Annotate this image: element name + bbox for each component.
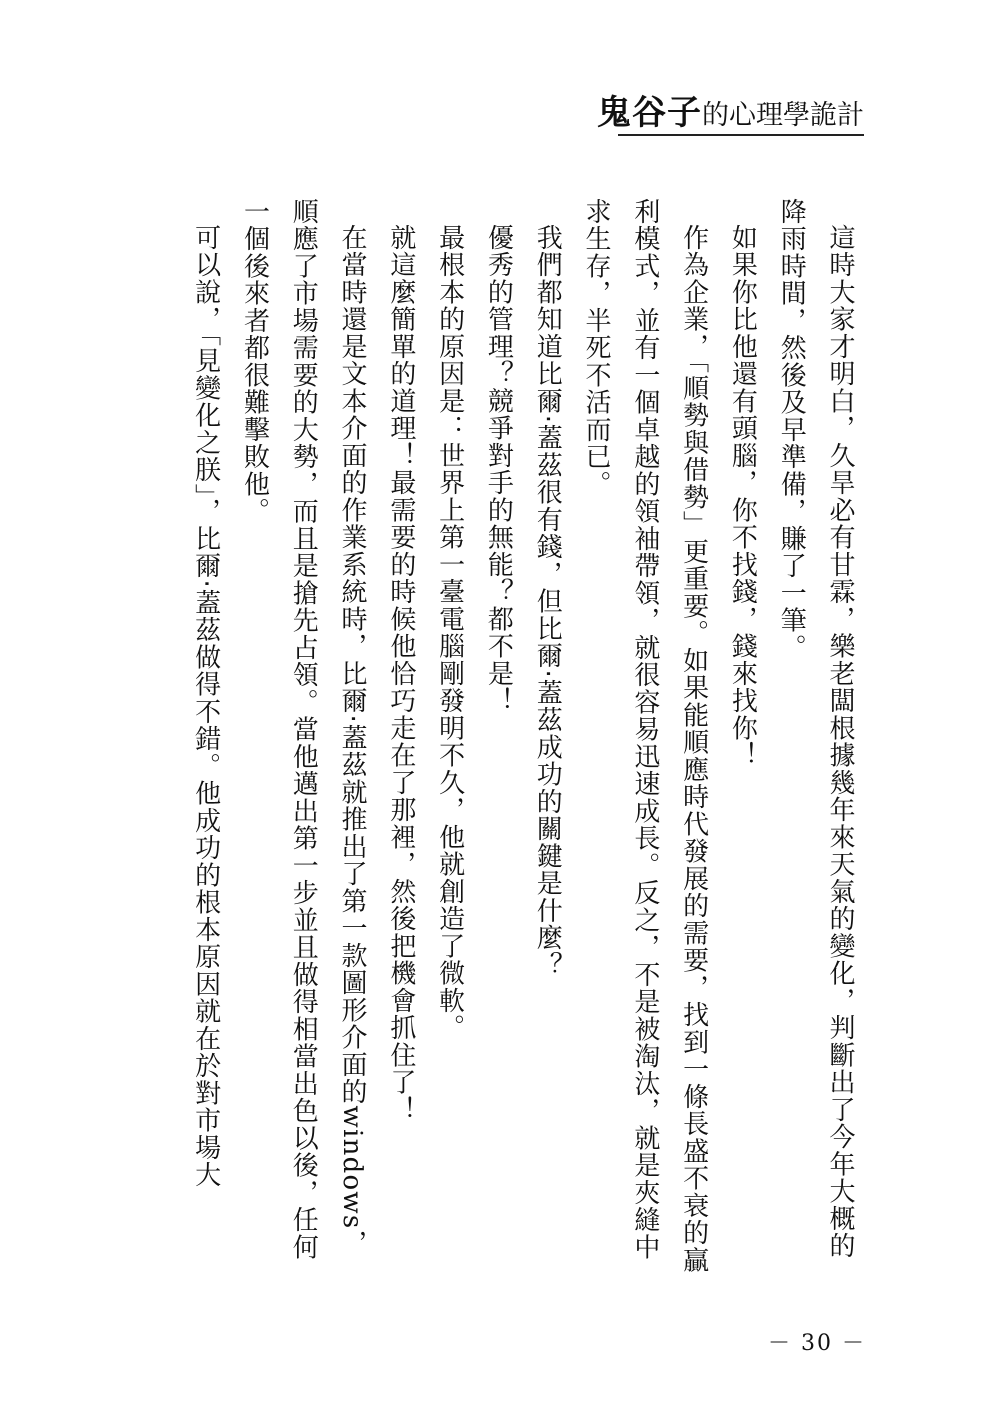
running-header	[597, 93, 864, 133]
paragraph: 可以說，「見變化之朕」，比爾‧蓋茲做得不錯。他成功的根本原因就在於對市場大	[190, 224, 221, 1189]
header-rule	[618, 134, 864, 136]
paragraph: 我們都知道比爾‧蓋茲很有錢，但比爾‧蓋茲成功的關鍵是什麼？	[532, 224, 563, 979]
paragraph: 這時大家才明白，久旱必有甘霖，樂老闆根據幾年來天氣的變化，判斷出了今年大概的降雨時間，然後及早準備，賺了一筆。	[776, 198, 855, 1260]
book-title-sub: 的心理學詭計	[702, 100, 864, 131]
paragraph: 在當時還是文本介面的作業系統時，比爾‧蓋茲就推出了第一款圖形介面的windows，順應了市場需要的大勢，而且是搶先占領。當他邁出第一步並且做得相當出色以後，任何一個後來者都很難擊敗他。	[239, 198, 368, 1261]
paragraph: 作為企業，「順勢與借勢」更重要。如果能順應時代發展的需要，找到一條長盛不衰的贏利模式，並有一個卓越的領袖帶領，就很容易迅速成長。反之，不是被淘汰，就是夾縫中求生存，半死不活而已。	[581, 198, 709, 1274]
page-number: － 30 －	[768, 1331, 866, 1356]
paragraph: 最根本的原因是：世界上第一臺電腦剛發明不久，他就創造了微軟。	[434, 224, 465, 1042]
paragraph: 就這麼簡單的道理！最需要的時候他恰巧走在了那裡，然後把機會抓住了！	[385, 224, 416, 1124]
book-title-main: 鬼谷子	[597, 93, 702, 133]
body-text	[164, 198, 864, 1278]
paragraph: 優秀的管理？競爭對手的無能？都不是！	[483, 224, 514, 715]
paragraph: 如果你比他還有頭腦，你不找錢，錢來找你！	[727, 224, 758, 769]
